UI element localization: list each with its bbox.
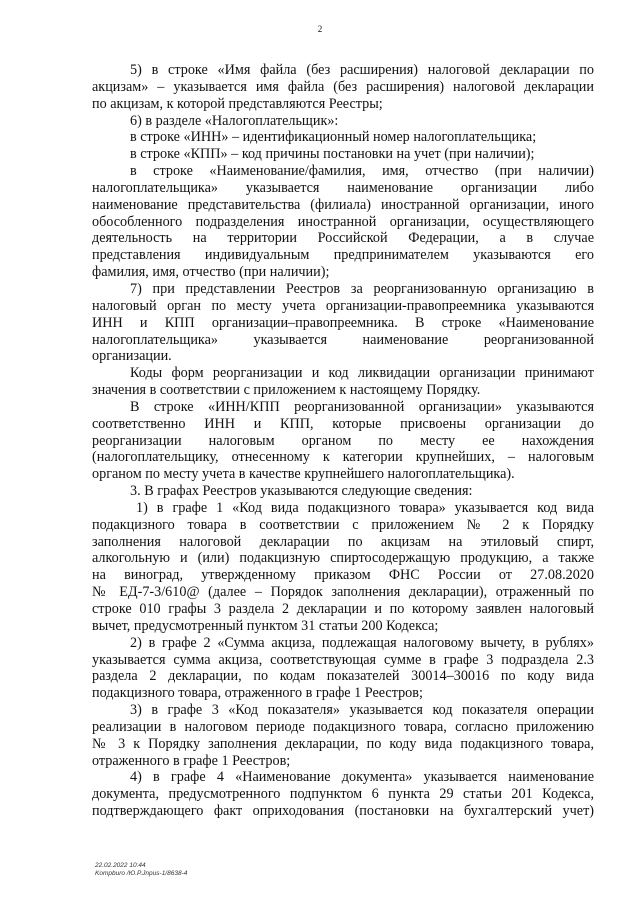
document-body — [92, 62, 594, 820]
text-line: раздела 2 декларации, по кодам показателей 30014–30016 по коду вида — [92, 668, 594, 685]
footer-date: 22.02.2022 10:44 — [95, 862, 146, 869]
text-line: подакцизного товара, отраженного в графе 1 Реестров; — [92, 685, 423, 702]
text-line: на виноград, утвержденному приказом ФНС России от 27.08.2020 — [92, 567, 594, 584]
footer-path: Kompburo /Ю.Р.Jnpus-1/8638-4 — [95, 870, 188, 877]
text-line: в строке «Наименование/фамилия, имя, отчество (при наличии) — [130, 163, 594, 180]
text-line: вычет, предусмотренный пунктом 31 статьи 200 Кодекса; — [92, 617, 439, 634]
text-line: № ЕД-7-3/610@ (далее – Порядок заполнения декларации), отраженный по — [92, 584, 594, 601]
text-line: органом по месту учета в качестве крупнейшего налогоплательщика). — [92, 466, 515, 483]
text-line: подакцизного товара в соответствии с приложением № 2 к Порядку — [92, 516, 594, 533]
text-line: наименование представительства (филиала) иностранной организации, иного — [92, 196, 594, 213]
text-line: фамилия, имя, отчество (при наличии); — [92, 264, 330, 281]
text-line: (налогоплательщику, отнесенному к категории крупнейших, – налоговым — [92, 449, 594, 466]
text-line: ИНН и КПП организации–правопреемника. В строке «Наименование — [92, 314, 594, 331]
text-line: налогоплательщика» указывается наименование реорганизованной — [92, 331, 594, 348]
text-line: строке 010 графы 3 раздела 2 декларации и по которому заявлен налоговый — [92, 601, 594, 617]
text-line: акцизам» – указывается имя файла (без расширения) налоговой декларации — [92, 78, 594, 95]
document-footer — [95, 862, 187, 878]
text-line: в строке «ИНН» – идентификационный номер налогоплательщика; — [130, 129, 537, 146]
text-line: значения в соответствии с приложением к настоящему Порядку. — [92, 382, 481, 399]
text-line: В строке «ИНН/КПП реорганизованной организации» указываются — [130, 398, 594, 415]
text-line: 3. В графах Реестров указываются следующие сведения: — [130, 483, 473, 500]
text-line: представления индивидуальным предпринимателем указываются его — [92, 247, 594, 264]
text-line: заполнения налоговой декларации по акцизам на этиловый спирт, — [92, 533, 594, 550]
text-line: деятельность на территории Российской Федерации, а в случае — [92, 230, 594, 247]
text-line: Коды форм реорганизации и код ликвидации организации принимают — [130, 365, 594, 382]
text-line: 1) в графе 1 «Код вида подакцизного товара» указывается код вида — [136, 499, 594, 516]
text-line: 4) в графе 4 «Наименование документа» указывается наименование — [130, 769, 594, 786]
text-line: документа, предусмотренного подпунктом 6 пункта 29 статьи 201 Кодекса, — [92, 786, 594, 803]
text-line: 5) в строке «Имя файла (без расширения) налоговой декларации по — [130, 62, 594, 78]
text-line: соответственно ИНН и КПП, которые присвоены организации до — [92, 415, 594, 432]
page-number: 2 — [317, 24, 323, 34]
text-line: в строке «КПП» – код причины постановки на учет (при наличии); — [130, 146, 535, 163]
text-line: 2) в графе 2 «Сумма акциза, подлежащая налоговому вычету, в рублях» — [130, 634, 594, 651]
text-line: подтверждающего факт оприходования (постановки на бухгалтерский учет) — [92, 803, 594, 820]
text-line: № 3 к Порядку заполнения декларации, по коду вида подакцизного товара, — [92, 735, 594, 752]
text-line: реорганизации налоговым органом по месту ее нахождения — [92, 432, 594, 449]
text-line: 6) в разделе «Налогоплательщик»: — [130, 112, 339, 129]
text-line: алкогольную и (или) подакцизную спиртосодержащую продукцию, а также — [92, 550, 594, 567]
text-line: по акцизам, к которой представляются Реестры; — [92, 95, 383, 112]
text-line: организации. — [92, 348, 172, 365]
text-line: обособленного подразделения иностранной организации, осуществляющего — [92, 213, 594, 230]
text-line: реализации в налоговом периоде подакцизного товара, согласно приложению — [92, 718, 594, 735]
text-line: отраженного в графе 1 Реестров; — [92, 752, 291, 769]
text-line: 7) при представлении Реестров за реорганизованную организацию в — [130, 280, 594, 297]
text-line: налоговый орган по месту учета организации-правопреемника указываются — [92, 297, 594, 314]
text-line: указывается сумма акциза, соответствующая сумме в графе 3 подраздела 2.3 — [92, 651, 594, 668]
text-line: 3) в графе 3 «Код показателя» указывается код показателя операции — [130, 702, 594, 719]
text-line: налогоплательщика» указывается наименование организации либо — [92, 179, 594, 196]
